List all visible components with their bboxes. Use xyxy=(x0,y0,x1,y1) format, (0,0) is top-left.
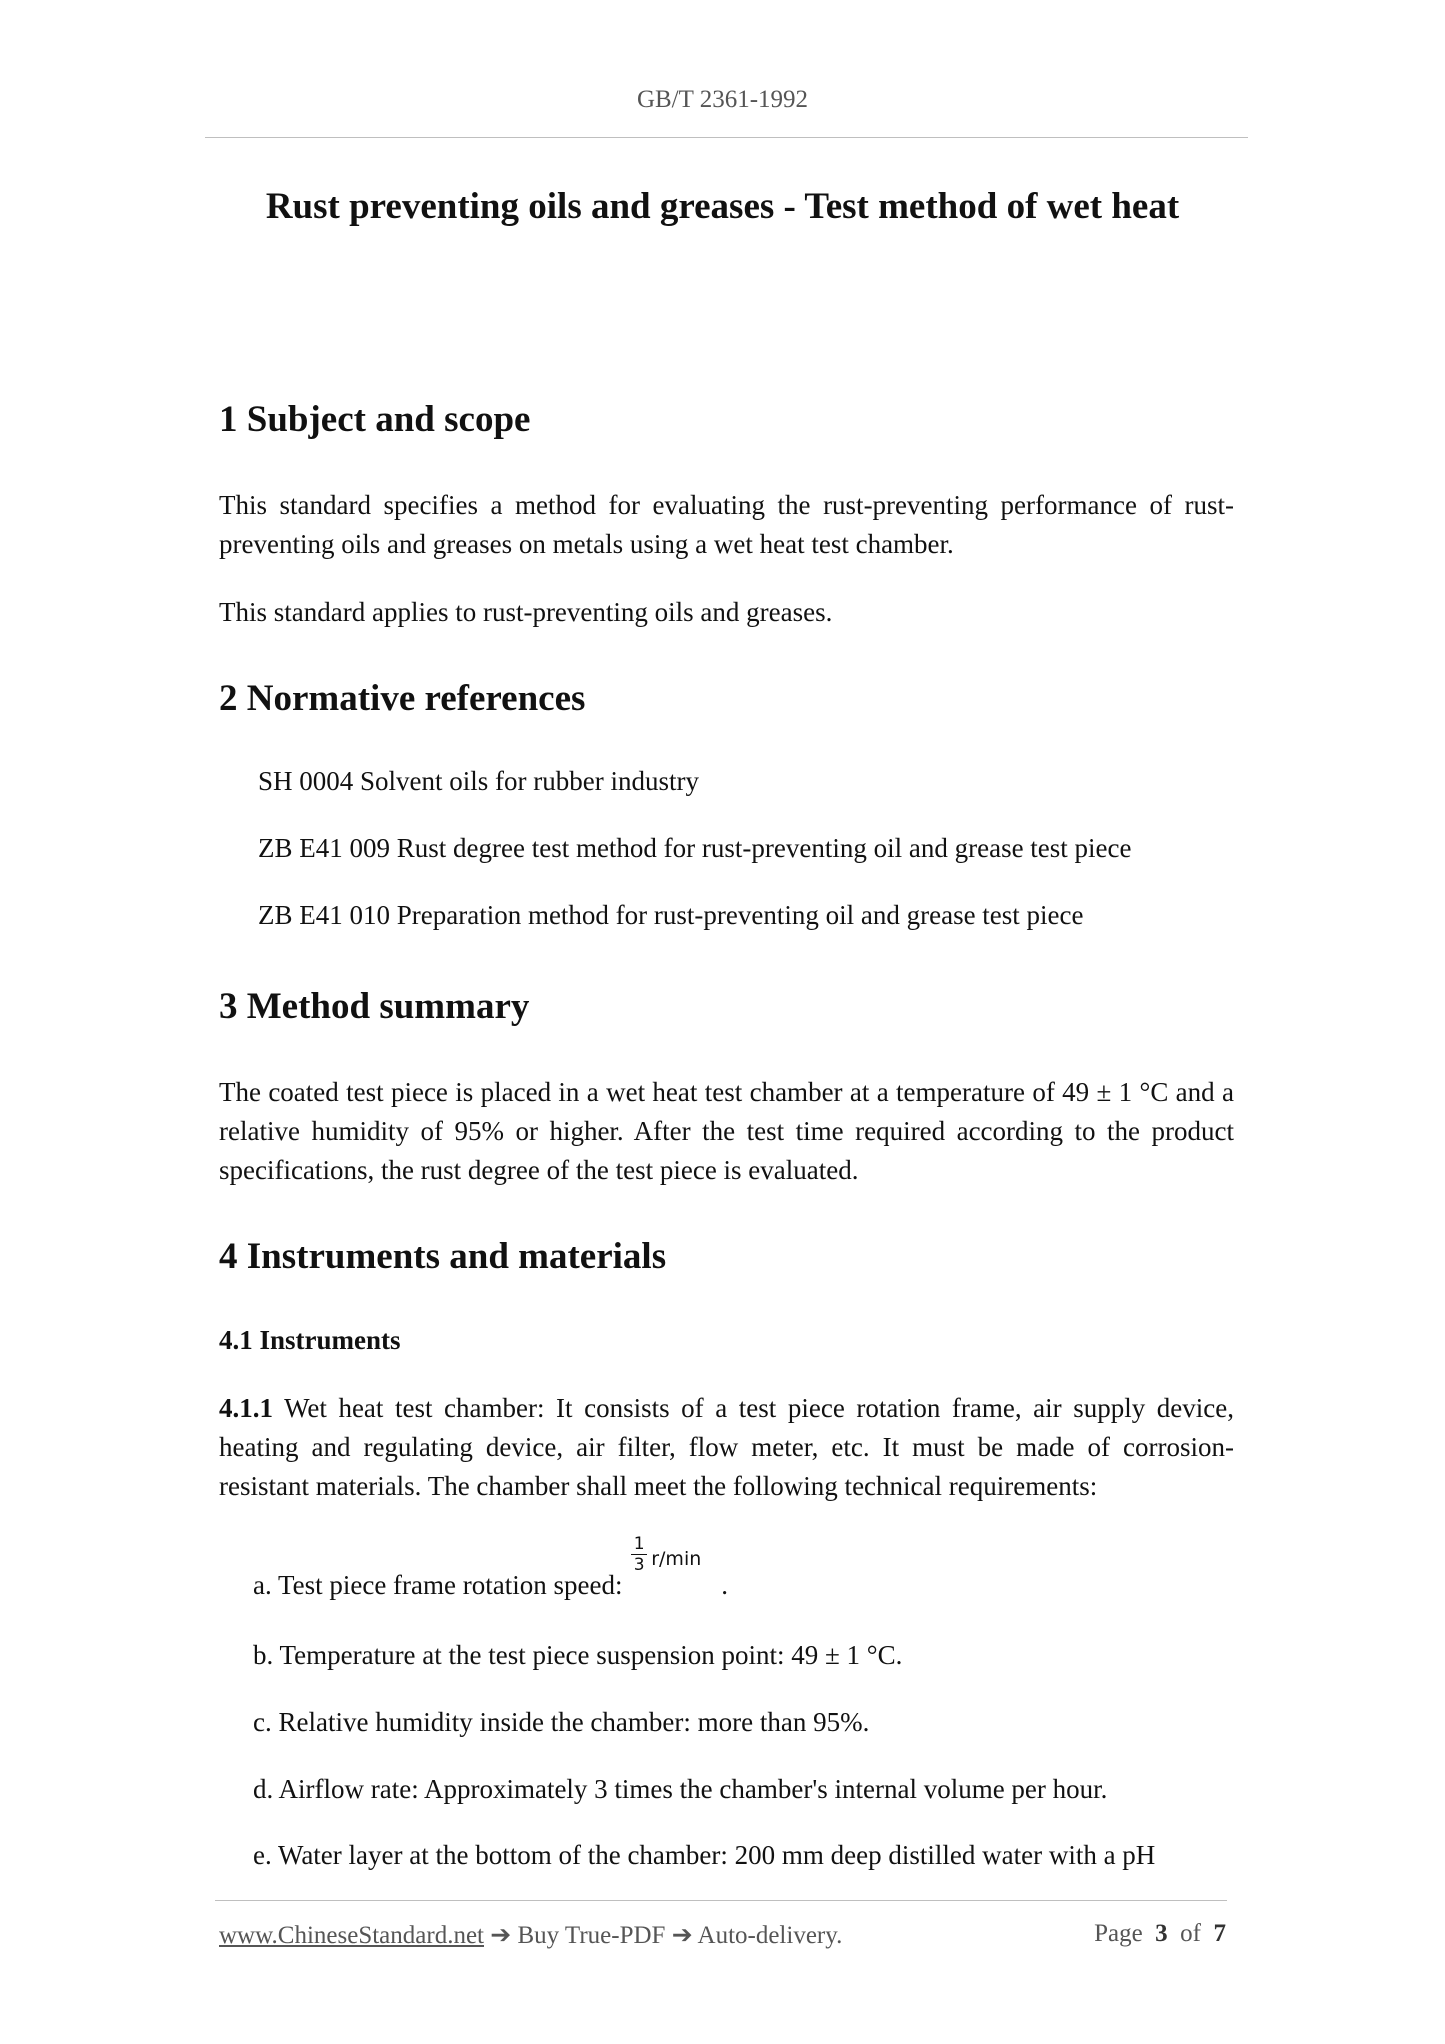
footer-promo xyxy=(219,1920,842,1950)
section-1-heading: 1 Subject and scope xyxy=(219,399,531,440)
rotation-speed-formula xyxy=(629,1534,721,1594)
header-divider xyxy=(205,137,1248,138)
fraction xyxy=(629,1534,649,1575)
fraction-numerator: 1 xyxy=(633,1534,645,1554)
section-1-paragraph-1: This standard specifies a method for evaluating the rust-preventing performance of rust-preventing oils and greases on metals using a wet heat test chamber. xyxy=(219,490,1234,559)
reference-item: SH 0004 Solvent oils for rubber industry xyxy=(258,766,699,796)
requirement-item-d: d. Airflow rate: Approximately 3 times the chamber's internal volume per hour. xyxy=(253,1774,1108,1804)
speed-unit: r/min xyxy=(651,1548,702,1570)
clause-number: 4.1.1 xyxy=(219,1393,273,1423)
section-1-paragraph-2: This standard applies to rust-preventing oils and greases. xyxy=(219,597,833,627)
arrow-icon: ➔ xyxy=(671,1922,693,1949)
section-4-heading: 4 Instruments and materials xyxy=(219,1236,667,1277)
item-a-label: a. Test piece frame rotation speed: xyxy=(253,1570,630,1600)
requirement-item-a xyxy=(253,1534,728,1601)
current-page: 3 xyxy=(1155,1920,1168,1947)
buy-text: Buy True-PDF xyxy=(511,1922,672,1949)
page-label: Page xyxy=(1094,1920,1143,1947)
requirement-item-c: c. Relative humidity inside the chamber: more than 95%. xyxy=(253,1707,870,1737)
section-3-paragraph: The coated test piece is placed in a wet heat test chamber at a temperature of 49 ± 1 °C and a relative humidity of 95% or higher. After the test time required according to the product specifications, the rust degree of the test piece is evaluated. xyxy=(219,1077,1234,1185)
section-3-heading: 3 Method summary xyxy=(219,986,530,1027)
site-link[interactable]: www.ChineseStandard.net xyxy=(219,1922,484,1949)
total-pages: 7 xyxy=(1213,1920,1226,1947)
item-a-end: . xyxy=(721,1570,728,1600)
clause-4-1-1 xyxy=(219,1389,1234,1506)
reference-item: ZB E41 010 Preparation method for rust-preventing oil and grease test piece xyxy=(258,900,1084,930)
requirement-item-b: b. Temperature at the test piece suspension point: 49 ± 1 °C. xyxy=(253,1640,903,1670)
arrow-icon: ➔ xyxy=(490,1922,512,1949)
reference-item: ZB E41 009 Rust degree test method for rust-preventing oil and grease test piece xyxy=(258,833,1132,863)
clause-text: Wet heat test chamber: It consists of a test piece rotation frame, air supply device, heating and regulating device, air filter, flow meter, etc. It must be made of corrosion-resistant materials. The chamber shall meet the following technical requirements: xyxy=(219,1393,1234,1501)
delivery-text: Auto-delivery. xyxy=(692,1922,843,1949)
page-indicator xyxy=(1094,1920,1226,1948)
footer-divider xyxy=(215,1900,1227,1901)
of-label: of xyxy=(1180,1920,1201,1947)
subsection-4-1-heading: 4.1 Instruments xyxy=(219,1325,401,1355)
section-2-heading: 2 Normative references xyxy=(219,678,586,719)
fraction-denominator: 3 xyxy=(633,1555,645,1575)
requirement-item-e: e. Water layer at the bottom of the chamber: 200 mm deep distilled water with a pH xyxy=(253,1840,1156,1870)
header-standard-code: GB/T 2361-1992 xyxy=(636,86,809,113)
document-title: Rust preventing oils and greases - Test method of wet heat xyxy=(265,186,1180,227)
